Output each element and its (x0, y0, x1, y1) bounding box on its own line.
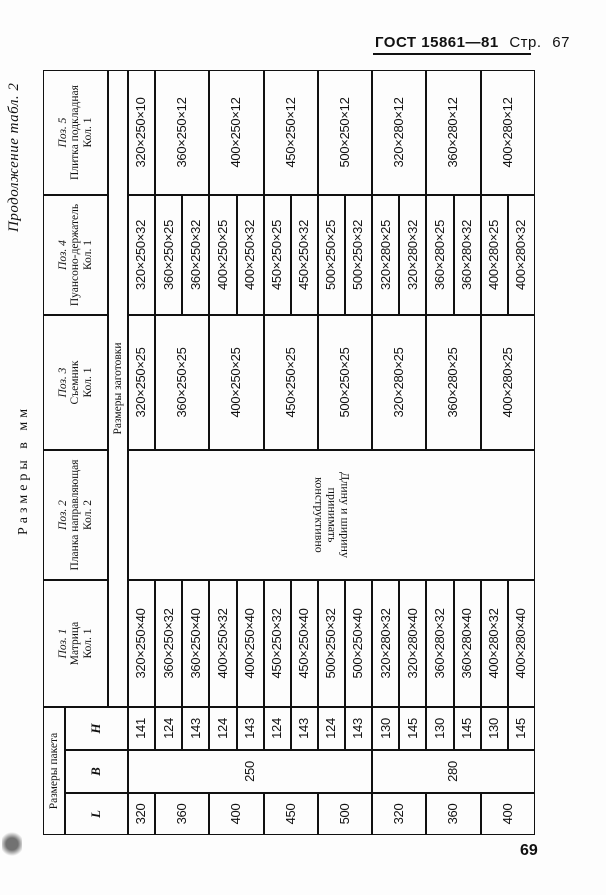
cell-poz1: 500×250×32 (318, 580, 345, 707)
cell-poz4: 360×250×25 (155, 195, 182, 315)
continuation-label: Продолжение табл. 2 (6, 82, 22, 232)
cell-poz3: 320×250×25 (128, 315, 155, 450)
cell-h: 143 (345, 707, 372, 750)
header-qty: Кол. 1 (81, 117, 94, 148)
cell-poz4: 400×250×32 (237, 195, 264, 315)
cell-l: 320 (372, 793, 426, 835)
cell-h: 145 (508, 707, 535, 750)
page-number: 69 (520, 842, 538, 859)
cell-poz4: 500×250×32 (345, 195, 372, 315)
cell-poz1: 400×250×32 (209, 580, 236, 707)
cell-poz1: 450×250×40 (291, 580, 318, 707)
cell-poz3: 450×250×25 (264, 315, 318, 450)
cell-l: 360 (426, 793, 480, 835)
cell-poz5: 360×250×12 (155, 70, 209, 195)
cell-poz4: 500×250×25 (318, 195, 345, 315)
cell-poz4: 450×250×32 (291, 195, 318, 315)
header-name: Съемник (69, 360, 82, 405)
cell-poz3: 360×250×25 (155, 315, 209, 450)
cell-poz5: 500×250×12 (318, 70, 372, 195)
cell-poz4: 400×250×25 (209, 195, 236, 315)
page-reference: 67 (552, 34, 570, 51)
cell-poz1: 360×280×32 (426, 580, 453, 707)
cell-poz1: 400×250×40 (237, 580, 264, 707)
cell-l: 400 (209, 793, 263, 835)
header-pos: Поз. 1 (56, 628, 69, 659)
page-label: Стр. (509, 34, 542, 51)
header-qty: Кол. 1 (81, 367, 94, 398)
header-name: Пуансоно-держатель (69, 203, 82, 307)
cell-poz4: 400×280×25 (481, 195, 508, 315)
header-name: Матрица (69, 621, 82, 666)
cell-poz1: 360×250×32 (155, 580, 182, 707)
cell-poz5: 400×250×12 (209, 70, 263, 195)
column-header-poz5 (43, 70, 108, 195)
cell-poz1: 400×280×40 (508, 580, 535, 707)
cell-b: 250 (128, 750, 372, 793)
cell-l: 320 (128, 793, 155, 835)
cell-h: 124 (209, 707, 236, 750)
column-header-poz2 (43, 450, 108, 580)
group-header-package-sizes: Размеры пакета (43, 707, 65, 835)
cell-h: 141 (128, 707, 155, 750)
standard-number: ГОСТ 15861—81 (375, 34, 499, 51)
scan-artifact (2, 830, 22, 858)
column-header-h: H (65, 707, 128, 750)
poz2-note-text: Длину и ширину принимать конструктивно (311, 472, 353, 558)
cell-poz3: 500×250×25 (318, 315, 372, 450)
cell-l: 500 (318, 793, 372, 835)
cell-b: 280 (372, 750, 535, 793)
cell-poz3: 400×250×25 (209, 315, 263, 450)
column-header-poz4 (43, 195, 108, 315)
cell-poz1: 320×280×32 (372, 580, 399, 707)
cell-poz3: 400×280×25 (481, 315, 535, 450)
cell-h: 143 (237, 707, 264, 750)
cell-poz5: 400×280×12 (481, 70, 535, 195)
cell-h: 145 (399, 707, 426, 750)
header-rule (373, 53, 531, 55)
cell-h: 145 (454, 707, 481, 750)
parts-table (43, 70, 535, 835)
cell-h: 143 (291, 707, 318, 750)
cell-poz1: 500×250×40 (345, 580, 372, 707)
cell-poz1: 360×250×40 (182, 580, 209, 707)
column-header-l: L (65, 793, 128, 835)
cell-poz5: 320×280×12 (372, 70, 426, 195)
cell-h: 130 (481, 707, 508, 750)
header-name: Планка направляющая (69, 459, 82, 571)
cell-poz1: 320×250×40 (128, 580, 155, 707)
cell-poz4: 360×250×32 (182, 195, 209, 315)
document-header (375, 34, 570, 51)
cell-poz1: 320×280×40 (399, 580, 426, 707)
cell-poz5: 360×280×12 (426, 70, 480, 195)
cell-poz5: 320×250×10 (128, 70, 155, 195)
cell-poz5: 450×250×12 (264, 70, 318, 195)
header-qty: Кол. 2 (81, 500, 94, 530)
cell-l: 400 (481, 793, 535, 835)
cell-h: 143 (182, 707, 209, 750)
cell-poz4: 450×250×25 (264, 195, 291, 315)
cell-poz3: 360×280×25 (426, 315, 480, 450)
cell-poz4: 360×280×32 (454, 195, 481, 315)
column-header-b: B (65, 750, 128, 793)
cell-poz1: 450×250×32 (264, 580, 291, 707)
header-pos: Поз. 3 (56, 367, 69, 398)
cell-h: 130 (426, 707, 453, 750)
header-pos: Поз. 5 (56, 117, 69, 148)
cell-poz1: 400×280×32 (481, 580, 508, 707)
header-pos: Поз. 4 (56, 240, 69, 270)
cell-h: 124 (318, 707, 345, 750)
cell-poz2-note (128, 450, 535, 580)
cell-h: 124 (264, 707, 291, 750)
dimensions-title: Размеры в мм (16, 404, 31, 535)
header-qty: Кол. 1 (81, 240, 94, 270)
cell-poz1: 360×280×40 (454, 580, 481, 707)
header-pos: Поз. 2 (56, 500, 69, 530)
cell-poz4: 320×280×32 (399, 195, 426, 315)
cell-poz4: 360×280×25 (426, 195, 453, 315)
cell-poz3: 320×280×25 (372, 315, 426, 450)
cell-h: 130 (372, 707, 399, 750)
cell-h: 124 (155, 707, 182, 750)
header-qty: Кол. 1 (81, 628, 94, 659)
blank-sizes-label: Размеры заготовки (108, 70, 128, 707)
cell-l: 450 (264, 793, 318, 835)
header-name: Плитка подкладная (69, 85, 82, 180)
cell-poz4: 400×280×32 (508, 195, 535, 315)
cell-poz4: 320×280×25 (372, 195, 399, 315)
column-header-poz3 (43, 315, 108, 450)
cell-poz4: 320×250×32 (128, 195, 155, 315)
cell-l: 360 (155, 793, 209, 835)
column-header-poz1 (43, 580, 108, 707)
